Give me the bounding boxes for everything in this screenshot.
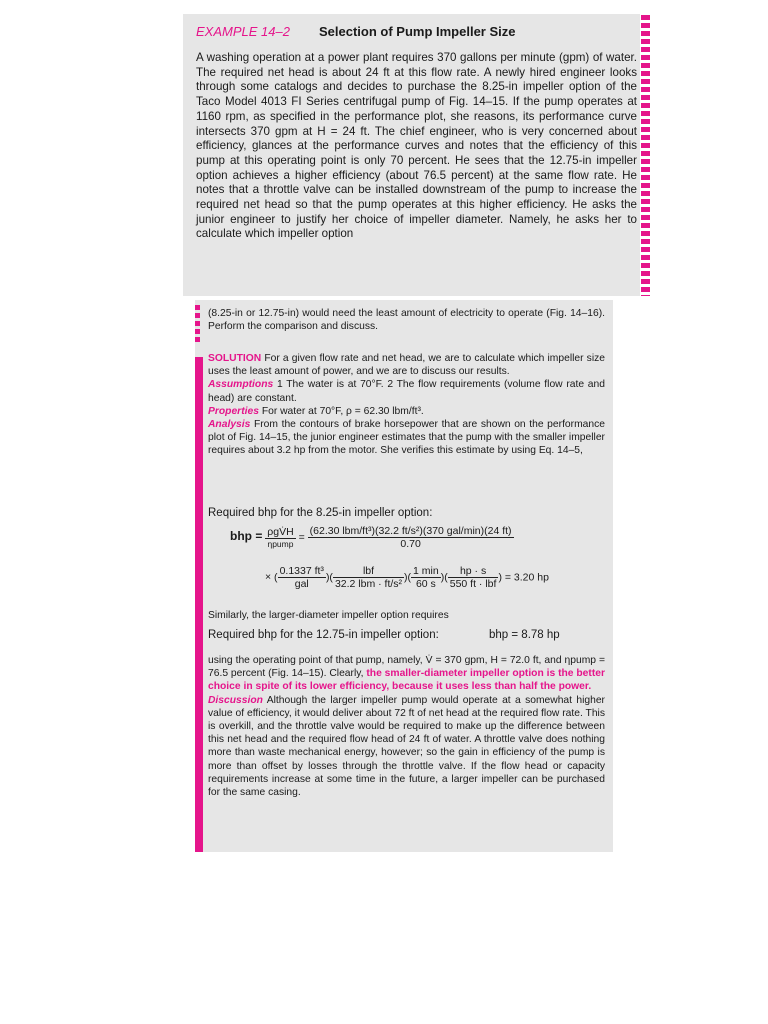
equation1-line2: × ( $\frac{\text{0.1337 ft³}}{\text{gal}}$ )( $\frac{\text{lbf}}{\text{32.2 lbm · ft/s²}}$ )( $\frac{1 \min}{60 s}$ )( $\frac{hp \cdot s}{\text{550 ft · lbf}}$ ) = 3.20 hp	[265, 565, 549, 590]
solution-text: For a given flow rate and net head, we are to calculate which impeller size uses the least amount of power, and we are to discuss our results.	[208, 353, 605, 378]
analysis-label: Analysis	[208, 419, 251, 431]
conclusion-block: using the operating point of that pump, namely, V̇ = 370 gpm, H = 72.0 ft, and ηpump = 76.5 percent (Fig. 14–15). Clearly, the smaller-diameter impeller option is the better choice in spite of its lower efficiency, because it uses less than half the power. Discussion Although the larger impeller pump would operate at a somewhat higher value of efficiency, it would deliver about 72 ft of net head at the required flow rate. This is overkill, and the throttle valve would be required to make up the difference between this net head and the required flow head of 24 ft of water. A throttle valve does nothing more than waste mechanical energy, however; so the gain in efficiency of the pump is more than offset by losses through the throttle valve. If the flow head or capacity requirements increase at some time in the future, a larger impeller can be purchased for the same casing.	[208, 655, 605, 799]
eq1-lhs: bhp =	[230, 529, 263, 544]
discussion-label: Discussion	[208, 694, 263, 706]
eq1-times: ×	[265, 571, 272, 584]
margin-dash-bar	[641, 15, 650, 296]
eq1-right-fraction: $\frac{\text{(62.30 lbm/ft³)(32.2 ft/s²)(370 gal/min)(24 ft)}}{0.70}$	[309, 525, 512, 550]
equation2-label: Required bhp for the 12.75-in impeller option:	[208, 629, 439, 641]
properties-text: For water at 70°F, ρ = 62.30 lbm/ft³.	[261, 405, 424, 417]
similarly-text: Similarly, the larger-diameter impeller option requires	[208, 610, 449, 621]
eq1-fraction: $\frac{\text{ρgV̇H}}{\text{ηpump}}$	[267, 526, 294, 549]
conclusion-highlight: the smaller-diameter impeller option is the better choice in spite of its lower efficiency, because it uses less than half the power.	[208, 668, 605, 693]
eq1-result: = 3.20 hp	[504, 571, 549, 584]
equation1-label: Required bhp for the 8.25-in impeller option:	[208, 507, 433, 519]
margin-dash-bar-small	[195, 305, 200, 345]
assumptions-label: Assumptions	[208, 379, 274, 391]
example-title: Selection of Pump Impeller Size	[319, 24, 516, 39]
assumptions-text: 1 The water is at 70°F. 2 The flow requirements (volume flow rate and head) are constant.	[208, 379, 605, 404]
equation2-value: bhp = 8.78 hp	[489, 629, 560, 641]
solution-label: SOLUTION	[208, 353, 262, 364]
problem-statement: A washing operation at a power plant requires 370 gallons per minute (gpm) of water. The required net head is about 24 ft at this flow rate. A newly hired engineer looks through some catalogs and decides to purchase the 8.25-in impeller option of the Taco Model 4013 FI Series centrifugal pump of Fig. 14–15. If the pump operates at 1160 rpm, as specified in the performance plot, she reasons, its performance curve intersects 370 gpm at H = 24 ft. The chief engineer, who is very concerned about efficiency, glances at the performance curves and notes that the efficiency of this pump at this operating point is only 70 percent. He sees that the 12.75-in impeller option achieves a higher efficiency (about 76.5 percent) at the same flow rate. He notes that a throttle valve can be installed downstream of the pump to increase the required net head so that the pump operates at this higher efficiency. He asks the junior engineer to justify her choice of impeller diameter. Namely, he asks her to calculate which impeller option	[196, 51, 637, 241]
discussion-text: Although the larger impeller pump would operate at a somewhat higher value of efficiency, it would deliver about 72 ft of net head at the required flow rate. This is overkill, and the throttle valve would be required to make up the difference between this net head and the required flow head of 24 ft of water. A throttle valve does nothing more than waste mechanical energy, however; so the gain in efficiency of the pump is more than offset by losses through the throttle valve. If the flow head or capacity requirements increase at some time in the future, a larger impeller can be purchased for the same casing.	[208, 694, 605, 799]
equation1-line1	[208, 525, 605, 550]
eq1-equals: =	[298, 531, 305, 544]
properties-label: Properties	[208, 405, 259, 417]
analysis-text: From the contours of brake horsepower that are shown on the performance plot of Fig. 14–15, the junior engineer estimates that the pump with the smaller impeller requires about 3.2 hp from the motor. She verifies this estimate by using Eq. 14–5,	[208, 419, 605, 457]
solution-side-bar	[195, 357, 203, 852]
solution-block	[208, 352, 605, 458]
problem-statement-continued: (8.25-in or 12.75-in) would need the least amount of electricity to operate (Fig. 14–16). Perform the comparison and discuss.	[208, 308, 605, 333]
example-label: EXAMPLE 14–2	[196, 24, 290, 39]
